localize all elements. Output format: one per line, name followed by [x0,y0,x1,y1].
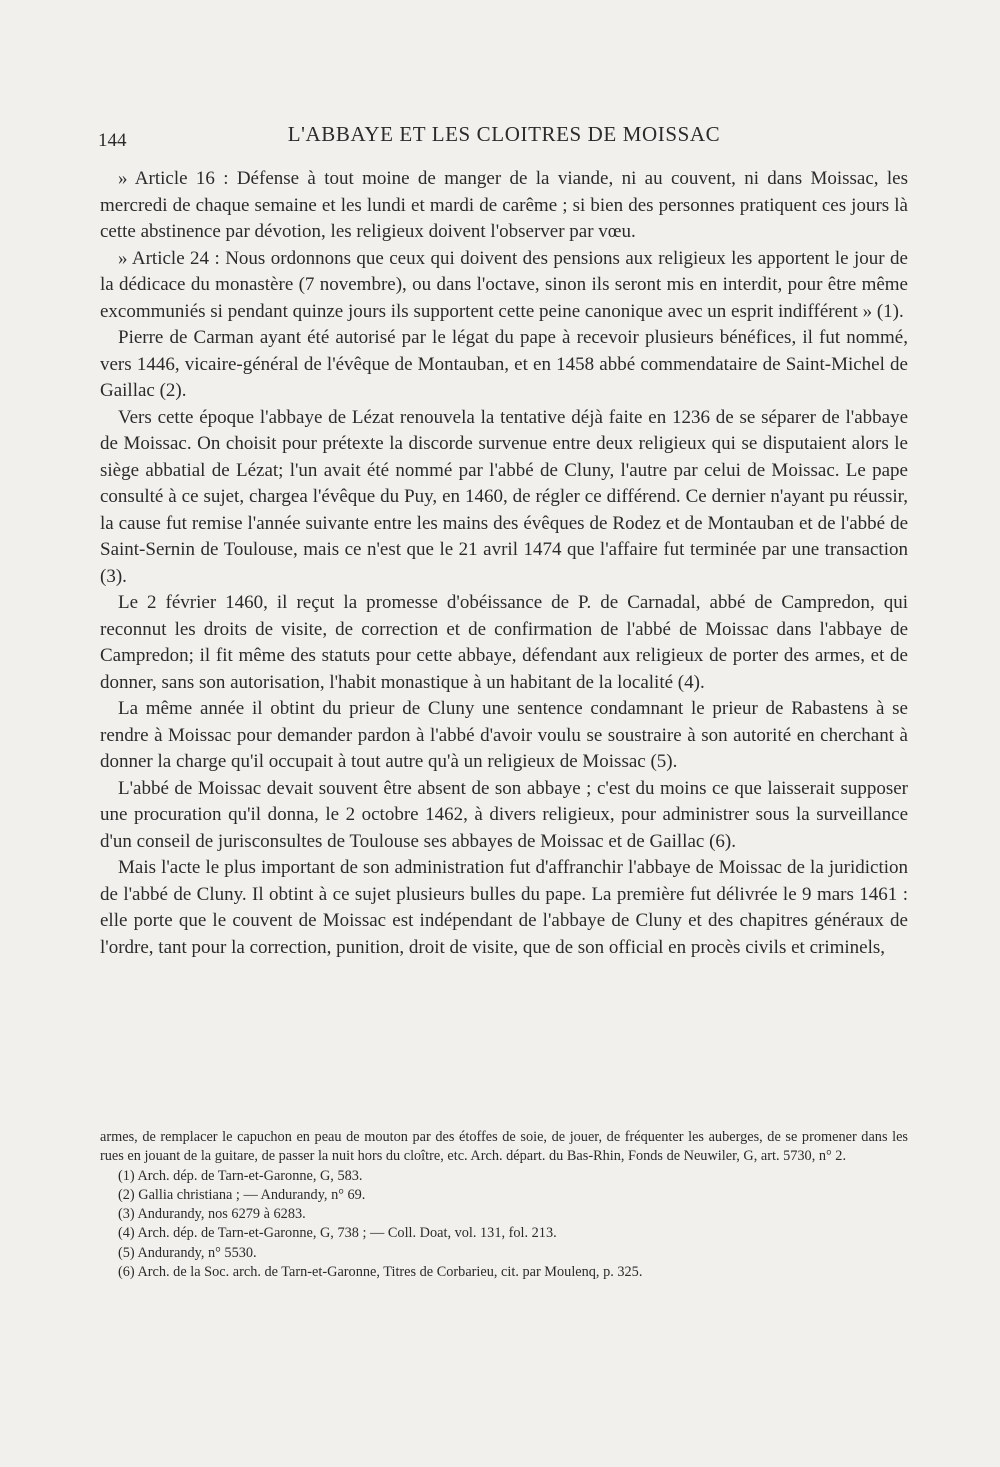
footnote-4: (4) Arch. dép. de Tarn-et-Garonne, G, 738 ; — Coll. Doat, vol. 131, fol. 213. [118,1225,557,1242]
body-text [100,166,908,961]
paragraph: » Article 16 : Défense à tout moine de manger de la viande, ni au couvent, ni dans Moissac, les mercredi de chaque semaine et les lundi et mardi de carême ; si bien des personnes pratiquent ces jours là cette abstinence par dévotion, les religieux doivent l'observer par vœu. [100,168,908,242]
footnote-6: (6) Arch. de la Soc. arch. de Tarn-et-Garonne, Titres de Corbarieu, cit. par Moulenq, p. 325. [118,1264,643,1281]
paragraph: » Article 24 : Nous ordonnons que ceux qui doivent des pensions aux religieux les apportent le jour de la dédicace du monastère (7 novembre), ou dans l'octave, sinon ils seront mis en interdit, pour être même excommuniés si pendant quinze jours ils supportent cette peine canonique avec un esprit indifférent » (1). [100,247,908,322]
paragraph: L'abbé de Moissac devait souvent être absent de son abbaye ; c'est du moins ce que laisserait supposer une procuration qu'il donna, le 2 octobre 1462, à divers religieux, pour administrer sous la surveillance d'un conseil de jurisconsultes de Toulouse ses abbayes de Moissac et de Gaillac (6). [100,777,908,852]
page-number: 144 [98,130,127,151]
footnote-3: (3) Andurandy, nos 6279 à 6283. [118,1206,306,1223]
paragraph: Mais l'acte le plus important de son administration fut d'affranchir l'abbaye de Moissac de la juridiction de l'abbé de Cluny. Il obtint à ce sujet plusieurs bulles du pape. La première fut délivrée le 9 mars 1461 : elle porte que le couvent de Moissac est indépendant de l'abbaye de Cluny et des chapitres généraux de l'ordre, tant pour la correction, punition, droit de visite, que de son official en procès civils et criminels, [100,857,908,958]
footnote-continuation: armes, de remplacer le capuchon en peau de mouton par des étoffes de soie, de jouer, de fréquenter les auberges, de se promener dans les rues en jouant de la guitare, de passer la nuit hors du cloître, etc. Arch. départ. du Bas-Rhin, Fonds de Neuwiler, G, art. 5730, n° 2. [100,1129,908,1165]
page-header [98,122,910,158]
footnote-1: (1) Arch. dép. de Tarn-et-Garonne, G, 583. [118,1167,363,1184]
footnotes [100,1128,908,1282]
paragraph: Pierre de Carman ayant été autorisé par le légat du pape à recevoir plusieurs bénéfices, il fut nommé, vers 1446, vicaire-général de l'évêque de Montauban, et en 1458 abbé commendataire de Saint-Michel de Gaillac (2). [100,327,908,401]
footnote-2: (2) Gallia christiana ; — Andurandy, n° 69. [118,1186,366,1203]
paragraph: Le 2 février 1460, il reçut la promesse d'obéissance de P. de Carnadal, abbé de Campredon, qui reconnut les droits de visite, de correction et de confirmation de l'abbé de Moissac dans l'abbaye de Campredon; il fit même des statuts pour cette abbaye, défendant aux religieux de porter des armes, et de donner, sans son autorisation, l'habit monastique à un habitant de la localité (4). [100,592,908,693]
running-title: L'ABBAYE ET LES CLOITRES DE MOISSAC [287,122,721,146]
paragraph: Vers cette époque l'abbaye de Lézat renouvela la tentative déjà faite en 1236 de se séparer de l'abbaye de Moissac. On choisit pour prétexte la discorde survenue entre deux religieux qui se disputaient alors le siège abbatial de Lézat; l'un avait été nommé par l'abbé de Cluny, l'autre par celui de Moissac. Le pape consulté à ce sujet, chargea l'évêque du Puy, en 1460, de régler ce différend. Ce dernier n'ayant pu réussir, la cause fut remise l'année suivante entre les mains des évêques de Rodez et de Montauban et de l'abbé de Saint-Sernin de Toulouse, mais ce n'est que le 21 avril 1474 que l'affaire fut terminée par une transaction (3). [100,406,908,587]
paragraph: La même année il obtint du prieur de Cluny une sentence condamnant le prieur de Rabastens à se rendre à Moissac pour demander pardon à l'abbé d'avoir voulu se soustraire à son autorité en cherchant à donner la charge qu'il occupait à tout autre qu'à un religieux de Moissac (5). [100,698,908,772]
footnote-5: (5) Andurandy, n° 5530. [118,1244,257,1261]
